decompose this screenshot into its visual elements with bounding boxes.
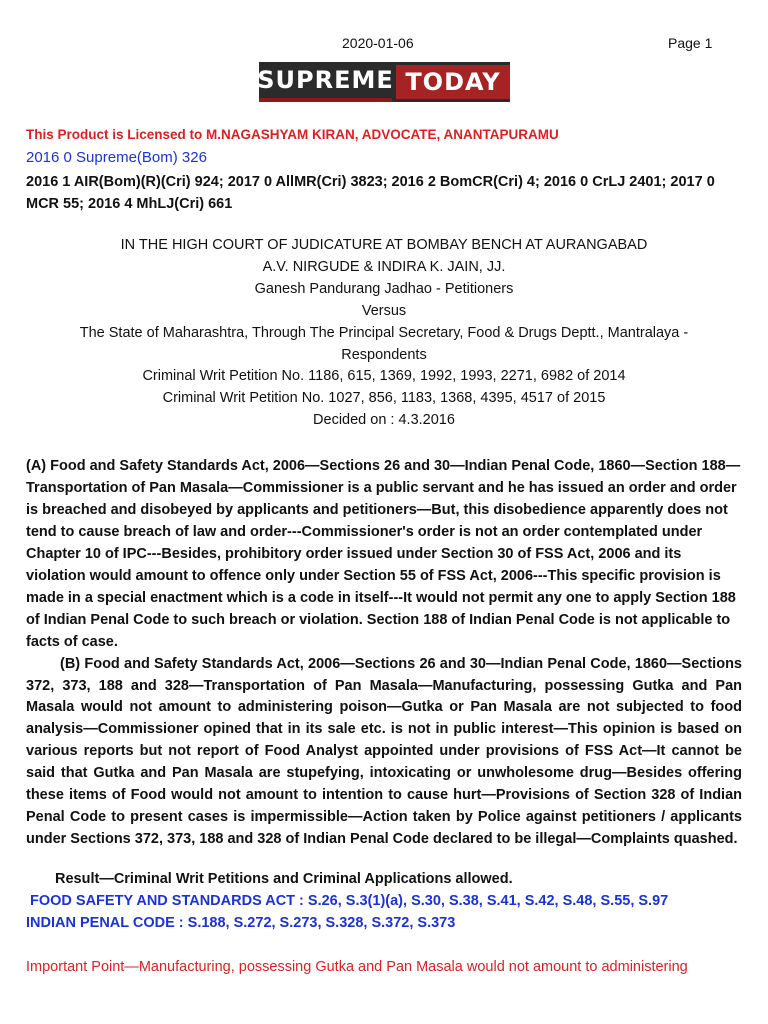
primary-citation: 2016 0 Supreme(Bom) 326 (26, 149, 207, 166)
headnote-para-a: (A) Food and Safety Standards Act, 2006—Sections 26 and 30—Indian Penal Code, 1860—Section 188—Transportation of Pan Masala—Commissioner is a public servant and he has issued an order and order is breached and disobeyed by applicants and petitioners—But, this disobedience apparently does not tend to cause breach of law and order---Commissioner's order is not an order contemplated under Chapter 10 of IPC---Besides, prohibitory order issued under Section 30 of FSS Act, 2006 and its violation would amount to offence only under Section 55 of FSS Act, 2006---This specific provision is made in a special enactment which is a code in itself---It would not permit any one to apply Section 188 of Indian Penal Code to such breach or violation. Section 188 of Indian Penal Code is not applicable to facts of case. (26, 458, 741, 650)
court-name: IN THE HIGH COURT OF JUDICATURE AT BOMBAY BENCH AT AURANGABAD (120, 237, 648, 253)
decided-date: Decided on : 4.3.2016 (313, 412, 455, 429)
respondent-line-2: Respondents (341, 346, 427, 363)
case-details (20, 235, 748, 432)
header-page-number: Page 1 (668, 35, 713, 51)
petitioner: Ganesh Pandurang Jadhao - Petitioners (254, 280, 514, 297)
important-point: Important Point—Manufacturing, possessing Gutka and Pan Masala would not amount to administering (26, 959, 688, 975)
alternate-citations: 2016 1 AIR(Bom)(R)(Cri) 924; 2017 0 AllMR(Cri) 3823; 2016 2 BomCR(Cri) 4; 2016 0 CrLJ 2401; 2017 0 MCR 55; 2016 4 MhLJ(Cri) 661 (26, 174, 715, 212)
acts-fssa: FOOD SAFETY AND STANDARDS ACT : S.26, S.3(1)(a), S.30, S.38, S.41, S.42, S.48, S.55, S.97 (30, 893, 669, 909)
result-line: Result—Criminal Writ Petitions and Criminal Applications allowed. (55, 871, 513, 887)
judges: A.V. NIRGUDE & INDIRA K. JAIN, JJ. (262, 258, 506, 275)
headnote (26, 456, 742, 851)
supreme-today-logo (259, 62, 510, 102)
versus: Versus (361, 302, 407, 319)
acts-ipc: INDIAN PENAL CODE : S.188, S.272, S.273, S.328, S.372, S.373 (26, 915, 456, 931)
header-date: 2020-01-06 (342, 35, 414, 51)
headnote-para-b: (B) Food and Safety Standards Act, 2006—Sections 26 and 30—Indian Penal Code, 1860—Sections 372, 373, 188 and 328—Transportation of Pan Masala—Manufacturing, possessing Gutka and Pan Masala would not amount to administering poison—Gutka or Pan Masala are not subjected to food analysis—Commissioner opined that in its sale etc. is not in public interest—This opinion is based on various reports but not report of Food Analyst appointed under provisions of FSS Act—It cannot be said that Gutka and Pan Masala are stupefying, intoxicating or unwholesome drug—Besides offering these items of Food would not amount to intention to cause hurt—Provisions of Section 328 of Indian Penal Code to present cases is impermissible—Action taken by Police against petitioners / applicants under Sections 372, 373, 188 and 328 of Indian Penal Code declared to be illegal—Complaints quashed. (26, 655, 742, 848)
logo-text-left: SUPREME (259, 62, 392, 102)
petition-numbers-2014: Criminal Writ Petition No. 1186, 615, 1369, 1992, 1993, 2271, 6982 of 2014 (142, 368, 626, 385)
petition-numbers-2015: Criminal Writ Petition No. 1027, 856, 1183, 1368, 4395, 4517 of 2015 (162, 390, 606, 407)
respondent-line-1: The State of Maharashtra, Through The Principal Secretary, Food & Drugs Deptt., Mantralaya - (79, 324, 689, 341)
license-notice: This Product is Licensed to M.NAGASHYAM KIRAN, ADVOCATE, ANANTAPURAMU (26, 127, 559, 142)
logo-text-right: TODAY (396, 65, 510, 99)
